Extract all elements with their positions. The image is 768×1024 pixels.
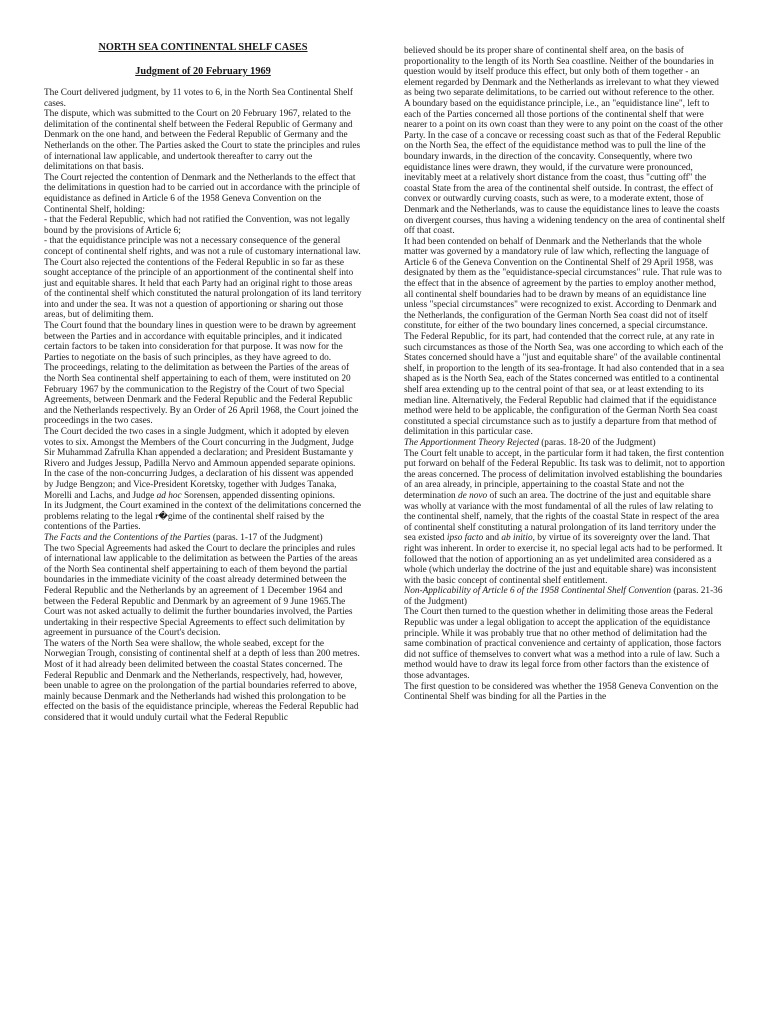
paragraph-text: A boundary based on the equidistance principle, i.e., an "equidistance line", left to each of the Parties concerned all those portions of the continental shelf that were nearer to a point on its own coast than they were to any point on the coast of the other Party. In the case of a concave or recessing coast such as that of the Federal Republic on the North Sea, the effect of the equidistance method was to pull the line of the boundary inwards, in the direction of the concavity. Consequently, where two equidistance lines were drawn, they would, if the curvature were pronounced, inevitably meet at a relatively short distance from the coast, thus "cutting off" the coastal State from the area of the continental shelf outside. In contrast, the effect of convex or outwardly curving coasts, such as were, to a moderate extent, those of Denmark and the Netherlands, was to cause the equidistance lines to leave the coasts on divergent courses, thus having a widening tendency on the area of continental shelf off that coast. <box>404 98 725 237</box>
paragraph-text: - that the equidistance principle was not a necessary consequence of the general concept of continental shelf rights, and was not a rule of customary international law. <box>44 236 361 257</box>
paragraph-text: The first question to be considered was whether the 1958 Geneva Convention on the Continental Shelf was binding for all the Parties in the <box>404 681 719 703</box>
paragraph-text: (paras. 21-36 of the Judgment) <box>404 586 723 607</box>
left-column-body <box>44 88 362 724</box>
paragraph-text: The Court then turned to the question whether in delimiting those areas the Federal Republic was under a legal obligation to accept the application of the equidistance principle. While it was probably true that no other method of delimitation had the same combination of practical convenience and certainty of application, those factors did not suffice of themselves to convert what was a method into a rule of law. Such a method would have to draw its legal force from other factors than the existence of those advantages. <box>404 607 722 682</box>
italic-term: ipso facto <box>446 533 484 544</box>
paragraph-text: The Court felt unable to accept, in the particular form it had taken, the first contention put forward on behalf of the Federal Republic. Its task was to delimit, not to apportion the areas concerned. The process of delimitation involved establishing the boundaries of an area already, in principle, appertaining to the coastal State and not the determination <box>404 448 725 501</box>
paragraph-text: The dispute, which was submitted to the Court on 20 February 1967, related to the delimitation of the continental shelf between the Federal Republic of Germany and Denmark on the one hand, and between the Federal Republic of Germany and the Netherlands on the other. The Parties asked the Court to state the principles and rules of international law applicable, and undertook thereafter to carry out the delimitations on that basis. <box>44 109 361 173</box>
paragraph-text: It had been contended on behalf of Denmark and the Netherlands that the whole matter was governed by a mandatory rule of law which, reflecting the language of Article 6 of the Geneva Convention on the Continental Shelf of 29 April 1958, was designated by them as the "equidistance-special circumstances" rule. That rule was to the effect that in the absence of agreement by the parties to employ another method, all continental shelf boundaries had to be drawn by means of an equidistance line unless "special circumstances" were recognized to exist. According to Denmark and the Netherlands, the configuration of the German North Sea coast did not of itself constitute, for either of the two boundary lines concerned, a special circumstance. <box>404 236 722 332</box>
right-column-body <box>404 46 726 703</box>
document-subtitle: Judgment of 20 February 1969 <box>135 66 271 77</box>
document-title: NORTH SEA CONTINENTAL SHELF CASES <box>98 42 308 53</box>
paragraph-text: The waters of the North Sea were shallow, the whole seabed, except for the Norwegian Trough, consisting of continental shelf at a depth of less than 200 metres. Most of it had already been delimited between the coastal States concerned. The Federal Republic and Denmark and the Netherlands, respectively, had, however, been unable to agree on the prolongation of the partial boundaries referred to above, mainly because Denmark and the Netherlands had wished this prolongation to be effected on the basis of the equidistance principle, whereas the Federal Republic had considered that it would unduly curtail what the Federal Republic <box>44 638 360 724</box>
paragraph <box>44 321 362 363</box>
paragraph <box>404 586 726 607</box>
left-column <box>44 42 362 724</box>
paragraph <box>44 639 362 724</box>
paragraph <box>44 501 362 533</box>
paragraph-text: Sorensen, appended dissenting opinions. <box>181 490 336 501</box>
paragraph-text: (paras. 18-20 of the Judgment) <box>538 437 656 448</box>
paragraph <box>44 173 362 215</box>
paragraph <box>44 363 362 427</box>
paragraph <box>404 438 726 449</box>
paragraph-text: (paras. 1-17 of the Judgment) <box>210 532 323 543</box>
paragraph-text: The Court rejected the contention of Denmark and the Netherlands to the effect that the delimitations in question had to be carried out in accordance with the principle of equidistance as defined in Article 6 of the 1958 Geneva Convention on the Continental Shelf, holding: <box>44 172 360 215</box>
paragraph-text: The proceedings, relating to the delimitation as between the Parties of the areas of the North Sea continental shelf appertaining to each of them, were instituted on 20 February 1967 by the communication to the Registry of the Court of two Special Agreements, between Denmark and the Federal Republic and the Federal Republic and the Netherlands respectively. By an Order of 26 April 1968, the Court joined the proceedings in the two cases. <box>44 363 359 427</box>
paragraph-text: The Court found that the boundary lines in question were to be drawn by agreement between the Parties and in accordance with equitable principles, and it indicated certain factors to be taken into consideration for that purpose. It was now for the Parties to negotiate on the basis of such principles, as they have agreed to do. <box>44 321 356 363</box>
paragraph <box>404 237 726 332</box>
paragraph-text: of such an area. The doctrine of the just and equitable share was wholly at variance with the most fundamental of all the rules of law relating to the continental shelf, namely, that the rights of the coastal State in respect of the area of continental shelf constituting a natural prolongation of its land territory under the sea existed <box>404 490 720 544</box>
paragraph-text: The Federal Republic, for its part, had contended that the correct rule, at any rate in such circumstances as those of the North Sea, was one according to which each of the States concerned should have a "just and equitable share" of the available continental shelf, in proportion to the length of its sea-frontage. It had also contended that in a sea shaped as is the North Sea, each of the States concerned was entitled to a continental shelf area extending up to the central point of that sea, or at least extending to its median line. Alternatively, the Federal Republic had claimed that if the equidistance method were held to be applicable, the configuration of the German North Sea coast constituted a special circumstance such as to justify a departure from that method of delimitation in this particular case. <box>404 332 725 438</box>
right-column <box>404 46 726 703</box>
paragraph <box>404 607 726 681</box>
paragraph-text: - that the Federal Republic, which had not ratified the Convention, was not legally bound by the provisions of Article 6; <box>44 215 350 236</box>
paragraph <box>44 109 362 173</box>
paragraph-text: In its Judgment, the Court examined in the context of the delimitations concerned the problems relating to the legal r�gime of the continental shelf raised by the contentions of the Parties. <box>44 501 362 533</box>
paragraph <box>44 533 362 544</box>
paragraph <box>44 215 362 236</box>
paragraph <box>404 449 726 587</box>
paragraph <box>44 544 362 639</box>
paragraph <box>404 99 726 237</box>
paragraph-text: The Court delivered judgment, by 11 votes to 6, in the North Sea Continental Shelf cases. <box>44 88 353 109</box>
paragraph-text: , by virtue of its sovereignty over the land. That right was inherent. In order to exercise it, no special legal acts had to be performed. It followed that the notion of apportioning an as yet undelimited area considered as a whole (which underlay the doctrine of the just and equitable share) was inconsistent with the basic concept of continental shelf entitlement. <box>404 533 723 586</box>
paragraph-text: believed should be its proper share of continental shelf area, on the basis of proportionality to the length of its North Sea coastline. Neither of the boundaries in question would by itself produce this effect, but only both of them together - an element regarded by Denmark and the Netherlands as irrelevant to what they viewed as being two separate delimitations, to be carried out without reference to the other. <box>404 46 719 99</box>
paragraph-text: The Court decided the two cases in a single Judgment, which it adopted by eleven votes to six. Amongst the Members of the Court concurring in the Judgment, Judge Sir Muhammad Zafrulla Khan appended a declaration; and President Bustamante y Rivero and Judges Jessup, Padilla Nervo and Ammoun appended separate opinions. In the case of the non-concurring Judges, a declaration of his dissent was appended by Judge Bengzon; and Vice-President Koretsky, together with Judges Tanaka, Morelli and Lachs, and Judge <box>44 427 356 501</box>
section-heading: Non-Applicability of Article 6 of the 1958 Continental Shelf Convention <box>404 586 672 597</box>
paragraph <box>404 46 726 99</box>
paragraph <box>404 332 726 438</box>
paragraph <box>44 427 362 501</box>
italic-term: ad hoc <box>156 490 182 501</box>
section-heading: The Apportionment Theory Rejected <box>404 437 539 448</box>
paragraph-text: The Court also rejected the contentions of the Federal Republic in so far as these sought acceptance of the principle of an apportionment of the continental shelf into just and equitable shares. It held that each Party had an original right to those areas of the continental shelf which constituted the natural prolongation of its land territory into and under the sea. It was not a question of apportioning or sharing out those areas, but of delimiting them. <box>44 257 362 321</box>
italic-term: ab initio <box>501 533 533 544</box>
paragraph <box>404 682 726 703</box>
section-heading: The Facts and the Contentions of the Parties <box>44 532 211 543</box>
paragraph-text: and <box>483 533 502 544</box>
paragraph <box>44 88 362 109</box>
paragraph <box>44 258 362 322</box>
paragraph-text: The two Special Agreements had asked the Court to declare the principles and rules of international law applicable to the delimitation as between the Parties of the areas of the North Sea continental shelf appertaining to each of them beyond the partial boundaries in the immediate vicinity of the coast already determined between the Federal Republic and the Netherlands by an agreement of 1 December 1964 and between the Federal Republic and Denmark by an agreement of 9 June 1965.The Court was not asked actually to delimit the further boundaries involved, the Parties undertaking in their respective Special Agreements to effect such delimitation by agreement in pursuance of the Court's decision. <box>44 543 358 639</box>
italic-term: de novo <box>457 490 488 501</box>
paragraph <box>44 236 362 257</box>
